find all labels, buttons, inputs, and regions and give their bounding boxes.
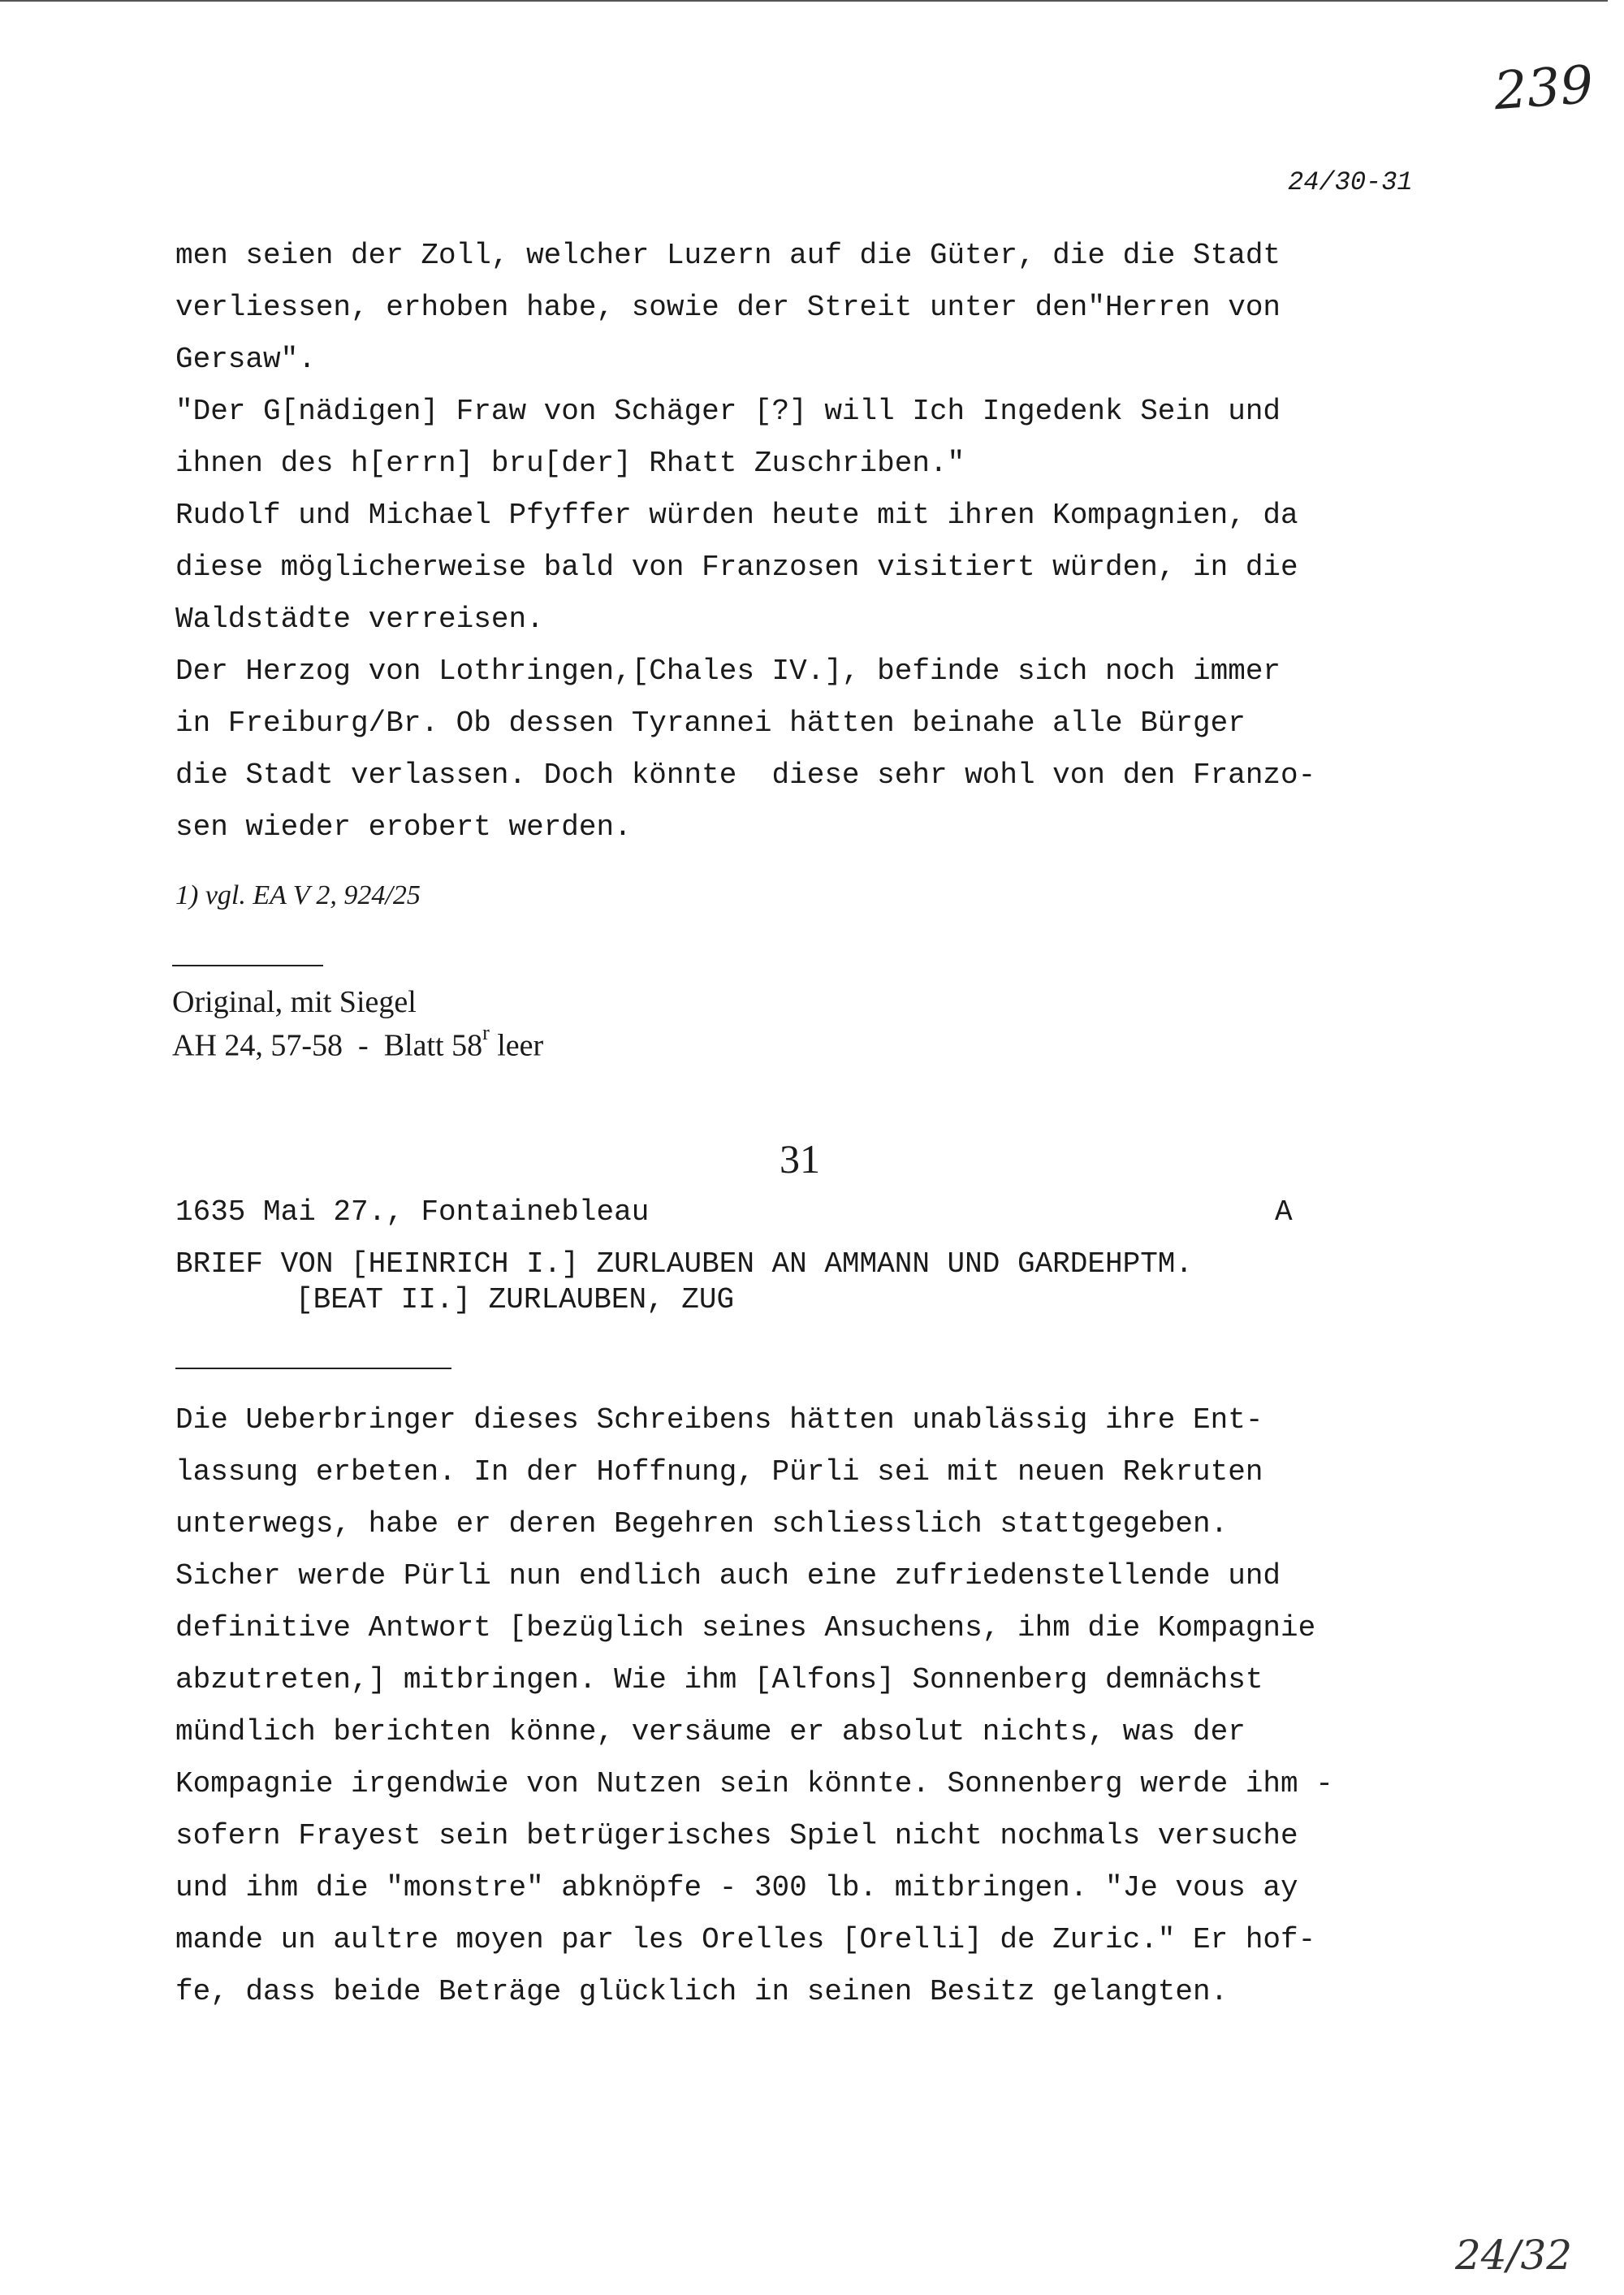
recto-superscript: r [482,1021,490,1044]
text-line: lassung erbeten. In der Hoffnung, Pürli sei mit neuen Rekruten [175,1455,1263,1489]
source-line-original: Original, mit Siegel [172,985,417,1019]
text-line: mündlich berichten könne, versäume er absolut nichts, was der [175,1715,1246,1748]
document-number: 31 [780,1136,820,1182]
document-date-place: 1635 Mai 27., Fontainebleau [175,1195,650,1229]
text-line: mande un aultre moyen par les Orelles [Orelli] de Zuric." Er hof- [175,1923,1316,1956]
handwritten-page-number: 239 [1492,54,1596,123]
text-line: sofern Frayest sein betrügerisches Spiel nicht nochmals versuche [175,1819,1298,1852]
text-line: verliessen, erhoben habe, sowie der Streit unter den"Herren von [175,291,1281,324]
document-marker: A [1275,1195,1293,1229]
text-line: Die Ueberbringer dieses Schreibens hätten unablässig ihre Ent- [175,1403,1263,1437]
footnote: 1) vgl. EA V 2, 924/25 [175,880,421,910]
source-archive-ref: AH 24, 57-58 - Blatt 58 [172,1028,483,1063]
source-archive-note: leer [489,1028,544,1063]
text-line: definitive Antwort [bezüglich seines Ansuchens, ihm die Kompagnie [175,1611,1316,1645]
text-line: men seien der Zoll, welcher Luzern auf die Güter, die die Stadt [175,239,1281,272]
document-title-line: BRIEF VON [HEINRICH I.] ZURLAUBEN AN AMMANN UND GARDEHPTM. [175,1247,1194,1281]
footnote-divider [172,965,323,966]
text-line: "Der G[nädigen] Fraw von Schäger [?] will Ich Ingedenk Sein und [175,395,1281,428]
text-line: diese möglicherweise bald von Franzosen visitiert würden, in die [175,551,1298,584]
text-line: ihnen des h[errn] bru[der] Rhatt Zuschriben." [175,447,965,480]
text-line: Sicher werde Pürli nun endlich auch eine zufriedenstellende und [175,1559,1281,1593]
text-line: unterwegs, habe er deren Begehren schliesslich stattgegeben. [175,1507,1229,1541]
text-line: in Freiburg/Br. Ob dessen Tyrannei hätten beinahe alle Bürger [175,707,1246,740]
text-line: Waldstädte verreisen. [175,603,544,636]
text-line: Der Herzog von Lothringen,[Chales IV.], befinde sich noch immer [175,655,1281,688]
text-line: Rudolf und Michael Pfyffer würden heute mit ihren Kompagnien, da [175,499,1298,532]
document-title-line: [BEAT II.] ZURLAUBEN, ZUG [296,1283,735,1316]
text-line: und ihm die "monstre" abknöpfe - 300 lb. mitbringen. "Je vous ay [175,1871,1298,1904]
title-divider [175,1368,451,1369]
text-line: abzutreten,] mitbringen. Wie ihm [Alfons] Sonnenberg demnächst [175,1663,1263,1696]
text-line: sen wieder erobert werden. [175,810,632,844]
document-reference: 24/30-31 [1288,167,1413,197]
text-line: Kompagnie irgendwie von Nutzen sein könnte. Sonnenberg werde ihm - [175,1767,1333,1800]
page-top-border [0,0,1608,2]
text-line: Gersaw". [175,343,316,376]
text-line: die Stadt verlassen. Doch könnte diese sehr wohl von den Franzo- [175,759,1316,792]
text-line: fe, dass beide Beträge glücklich in seinen Besitz gelangten. [175,1975,1229,2008]
source-line-archive [172,1020,543,1064]
handwritten-archive-number: 24/32 [1455,2232,1573,2279]
